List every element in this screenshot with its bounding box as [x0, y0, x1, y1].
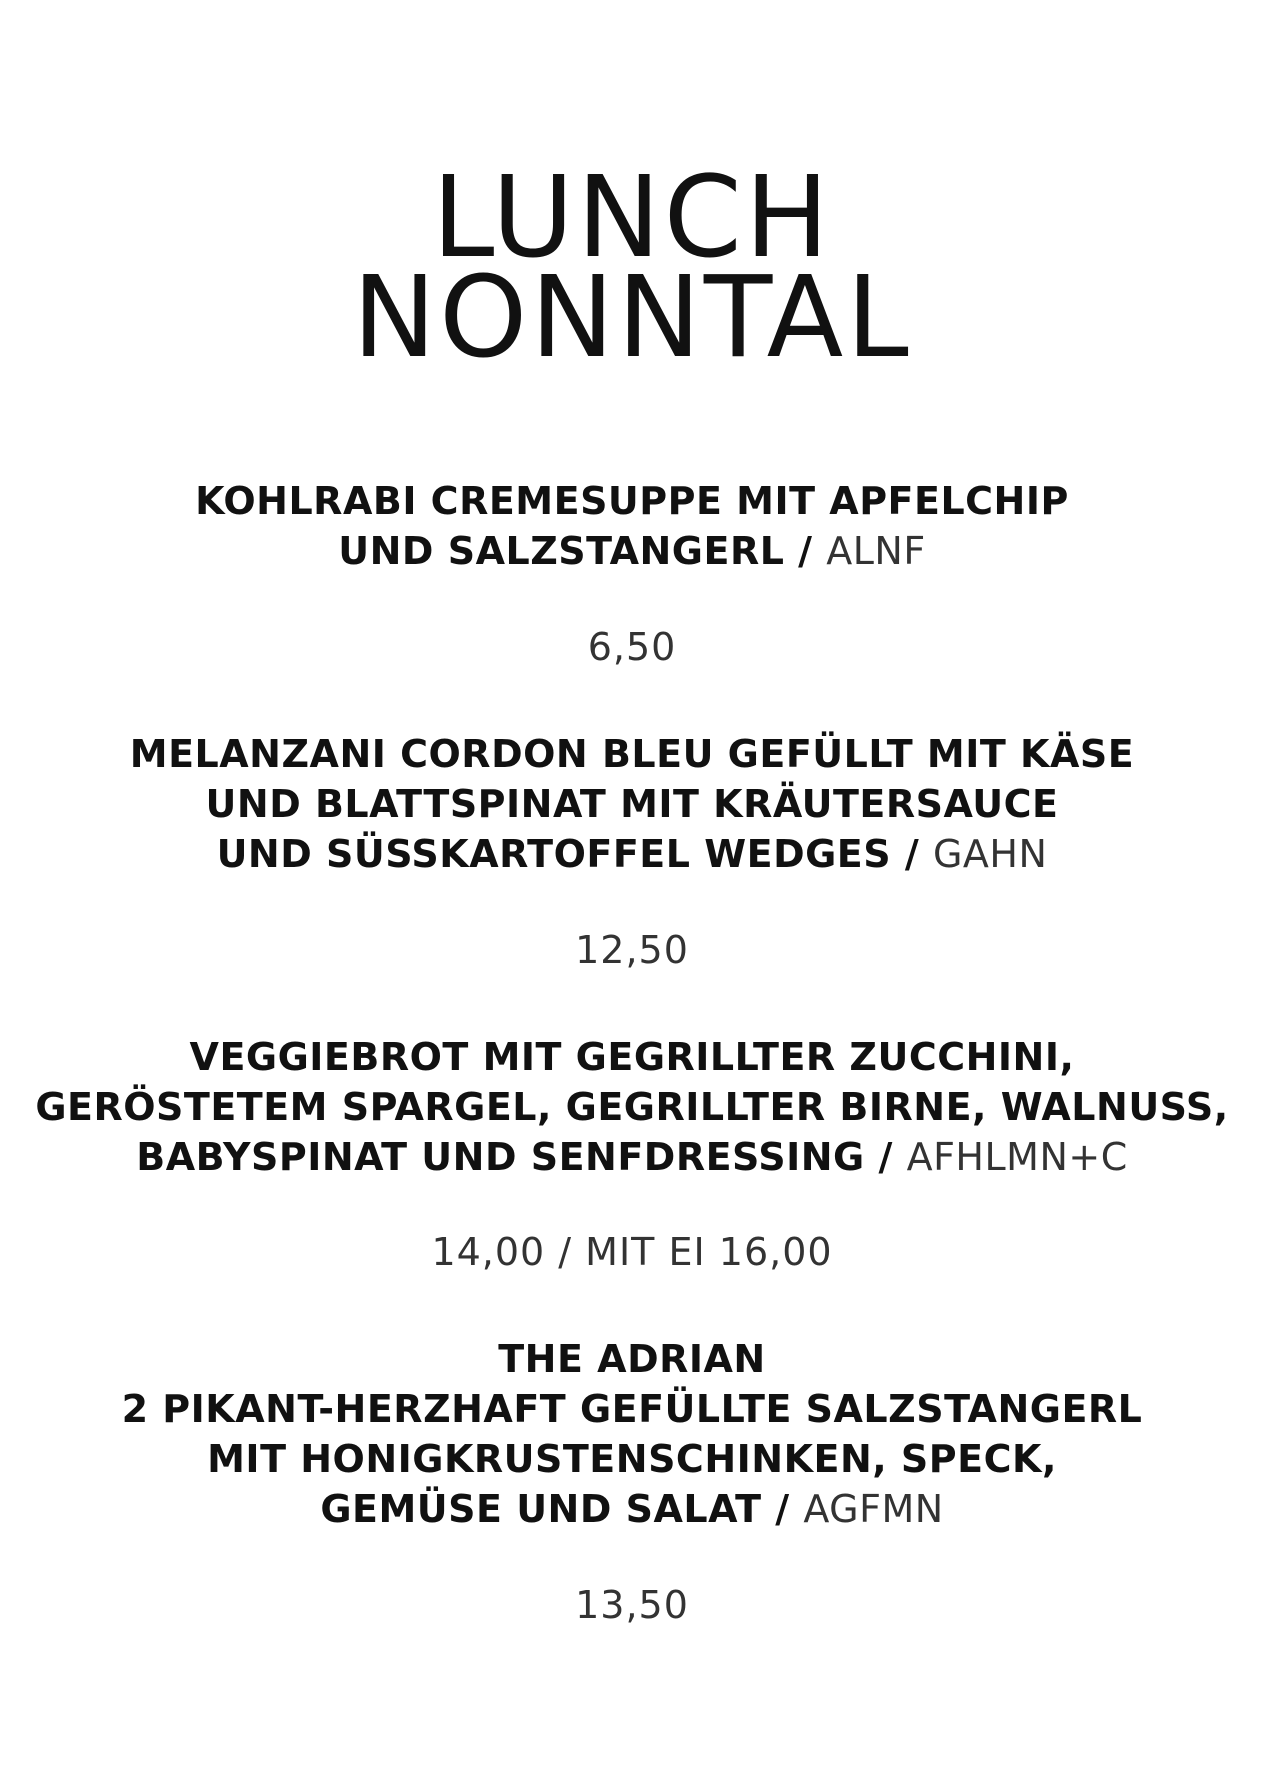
allergen-codes: AGFMN	[803, 1487, 944, 1531]
dish-line-text: UND SALZSTANGERL /	[338, 529, 813, 573]
menu-item-cordon-bleu	[0, 729, 1264, 879]
menu-item-soup	[0, 476, 1264, 576]
dish-line-last	[0, 829, 1264, 879]
dish-line-text: GEMÜSE UND SALAT /	[320, 1487, 790, 1531]
menu-item-veggiebrot	[0, 1032, 1264, 1182]
dish-line: GERÖSTETEM SPARGEL, GEGRILLTER BIRNE, WALNUSS,	[35, 1085, 1229, 1129]
dish-line: MELANZANI CORDON BLEU GEFÜLLT MIT KÄSE	[129, 732, 1135, 776]
dish-line-text: UND SÜSSKARTOFFEL WEDGES /	[216, 832, 920, 876]
allergen-codes: AFHLMN+C	[906, 1135, 1128, 1179]
menu-item-price: 12,50	[575, 928, 689, 972]
menu-item-price: 13,50	[575, 1583, 689, 1627]
menu-title-line-1: LUNCH	[432, 153, 832, 283]
dish-line-last	[0, 1484, 1264, 1534]
dish-line: VEGGIEBROT MIT GEGRILLTER ZUCCHINI,	[189, 1035, 1075, 1079]
dish-line-last	[0, 526, 1264, 576]
allergen-codes: ALNF	[826, 529, 926, 573]
menu-item-price: 14,00 / MIT EI 16,00	[431, 1230, 833, 1274]
dish-line: 2 PIKANT-HERZHAFT GEFÜLLTE SALZSTANGERL	[121, 1387, 1143, 1431]
dish-line: THE ADRIAN	[498, 1337, 766, 1381]
menu-item-the-adrian	[0, 1334, 1264, 1534]
menu-title-line-2: NONNTAL	[352, 253, 912, 383]
menu-item-price: 6,50	[587, 625, 677, 669]
dish-line-last	[0, 1132, 1264, 1182]
allergen-codes: GAHN	[932, 832, 1048, 876]
dish-line-text: BABYSPINAT UND SENFDRESSING /	[136, 1135, 893, 1179]
dish-line: MIT HONIGKRUSTENSCHINKEN, SPECK,	[207, 1437, 1057, 1481]
dish-line: UND BLATTSPINAT MIT KRÄUTERSAUCE	[205, 782, 1059, 826]
dish-line: KOHLRABI CREMESUPPE MIT APFELCHIP	[195, 479, 1069, 523]
